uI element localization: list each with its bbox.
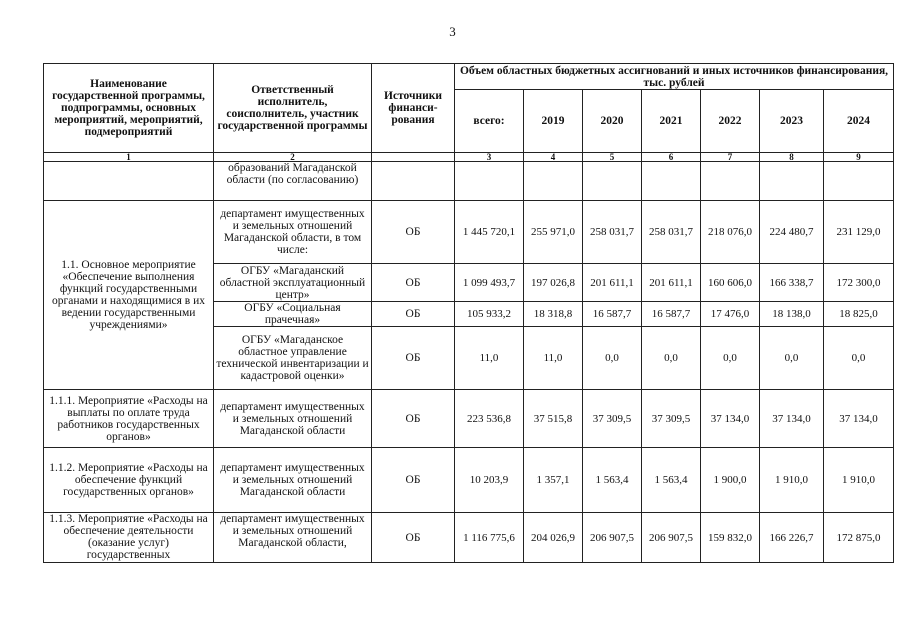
source-cell: ОБ [372,264,455,302]
executor-cell: образований Магаданской области (по согласованию) [214,162,372,201]
page-number: 3 [449,24,456,39]
column-index: 1 [44,153,214,162]
column-index [372,153,455,162]
value-cell: 16 587,7 [583,302,642,327]
value-cell: 160 606,0 [701,264,760,302]
table-row [44,448,894,513]
value-cell: 11,0 [455,327,524,390]
column-index: 8 [760,153,824,162]
table-row [44,513,894,563]
value-cell: 37 515,8 [524,390,583,448]
source-cell: ОБ [372,513,455,563]
executor-cell: ОГБУ «Магаданский областной эксплуатационный центр» [214,264,372,302]
value-cell: 18 318,8 [524,302,583,327]
value-cell: 17 476,0 [701,302,760,327]
value-cell [701,162,760,201]
value-cell: 37 309,5 [642,390,701,448]
value-cell [824,162,894,201]
table-row [44,390,894,448]
value-cell: 197 026,8 [524,264,583,302]
value-cell: 1 910,0 [824,448,894,513]
value-cell: 37 134,0 [824,390,894,448]
source-cell: ОБ [372,448,455,513]
value-cell: 1 116 775,6 [455,513,524,563]
value-cell: 1 900,0 [701,448,760,513]
value-cell: 1 563,4 [583,448,642,513]
value-cell: 258 031,7 [642,201,701,264]
value-cell: 11,0 [524,327,583,390]
source-cell [372,162,455,201]
value-cell: 172 875,0 [824,513,894,563]
value-cell: 258 031,7 [583,201,642,264]
value-cell [455,162,524,201]
value-cell [583,162,642,201]
value-cell: 0,0 [760,327,824,390]
executor-cell: департамент имущественных и земельных отношений Магаданской области [214,390,372,448]
table-row [44,162,894,201]
value-cell: 18 825,0 [824,302,894,327]
value-cell: 159 832,0 [701,513,760,563]
value-cell: 0,0 [824,327,894,390]
value-cell [642,162,701,201]
header-executor: Ответственный исполнитель, соисполнитель, участник государственной программы [214,64,372,153]
value-cell: 1 099 493,7 [455,264,524,302]
table-row [44,201,894,264]
value-cell: 166 338,7 [760,264,824,302]
measure-name: 1.1.3. Мероприятие «Расходы на обеспечение деятельности (оказание услуг) государственных [44,513,214,563]
value-cell: 206 907,5 [642,513,701,563]
value-cell [760,162,824,201]
value-cell: 223 536,8 [455,390,524,448]
source-cell: ОБ [372,390,455,448]
column-index: 5 [583,153,642,162]
executor-cell: ОГБУ «Магаданское областное управление технической инвентаризации и кадастровой оценки» [214,327,372,390]
name-cell [44,162,214,201]
value-cell: 204 026,9 [524,513,583,563]
value-cell: 0,0 [701,327,760,390]
header-year: 2019 [524,90,583,153]
header-year: 2020 [583,90,642,153]
value-cell: 16 587,7 [642,302,701,327]
column-index: 4 [524,153,583,162]
value-cell: 37 134,0 [760,390,824,448]
value-cell: 10 203,9 [455,448,524,513]
value-cell: 224 480,7 [760,201,824,264]
value-cell: 218 076,0 [701,201,760,264]
executor-cell: департамент имущественных и земельных отношений Магаданской области, в том числе: [214,201,372,264]
financing-table [43,63,894,563]
measure-name: 1.1.1. Мероприятие «Расходы на выплаты по оплате труда работников государственных органов» [44,390,214,448]
column-index: 2 [214,153,372,162]
source-cell: ОБ [372,327,455,390]
value-cell: 0,0 [642,327,701,390]
column-index: 9 [824,153,894,162]
header-source: Источники финанси-рования [372,64,455,153]
column-index: 3 [455,153,524,162]
executor-cell: департамент имущественных и земельных отношений Магаданской области, [214,513,372,563]
value-cell: 1 445 720,1 [455,201,524,264]
executor-cell: департамент имущественных и земельных отношений Магаданской области [214,448,372,513]
main-measure-name: 1.1. Основное мероприятие «Обеспечение выполнения функций государственными органами и находящимися в их ведении государственными учреждениями» [44,201,214,390]
header-year: 2024 [824,90,894,153]
measure-name: 1.1.2. Мероприятие «Расходы на обеспечение функций государственных органов» [44,448,214,513]
value-cell: 1 563,4 [642,448,701,513]
value-cell: 37 134,0 [701,390,760,448]
value-cell: 201 611,1 [642,264,701,302]
value-cell: 18 138,0 [760,302,824,327]
value-cell: 37 309,5 [583,390,642,448]
column-index: 7 [701,153,760,162]
value-cell: 172 300,0 [824,264,894,302]
value-cell [524,162,583,201]
value-cell: 166 226,7 [760,513,824,563]
source-cell: ОБ [372,201,455,264]
header-volume: Объем областных бюджетных ассигнований и иных источников финансирования, тыс. рублей [455,64,894,90]
value-cell: 255 971,0 [524,201,583,264]
header-year: 2023 [760,90,824,153]
column-index-row [44,153,894,162]
executor-cell: ОГБУ «Социальная прачечная» [214,302,372,327]
header-year: 2022 [701,90,760,153]
header-year: 2021 [642,90,701,153]
column-index: 6 [642,153,701,162]
header-name: Наименование государственной программы, подпрограммы, основных мероприятий, мероприятий, подмероприятий [44,64,214,153]
header-total: всего: [455,90,524,153]
value-cell: 105 933,2 [455,302,524,327]
value-cell: 0,0 [583,327,642,390]
value-cell: 1 357,1 [524,448,583,513]
value-cell: 231 129,0 [824,201,894,264]
value-cell: 206 907,5 [583,513,642,563]
source-cell: ОБ [372,302,455,327]
value-cell: 1 910,0 [760,448,824,513]
value-cell: 201 611,1 [583,264,642,302]
